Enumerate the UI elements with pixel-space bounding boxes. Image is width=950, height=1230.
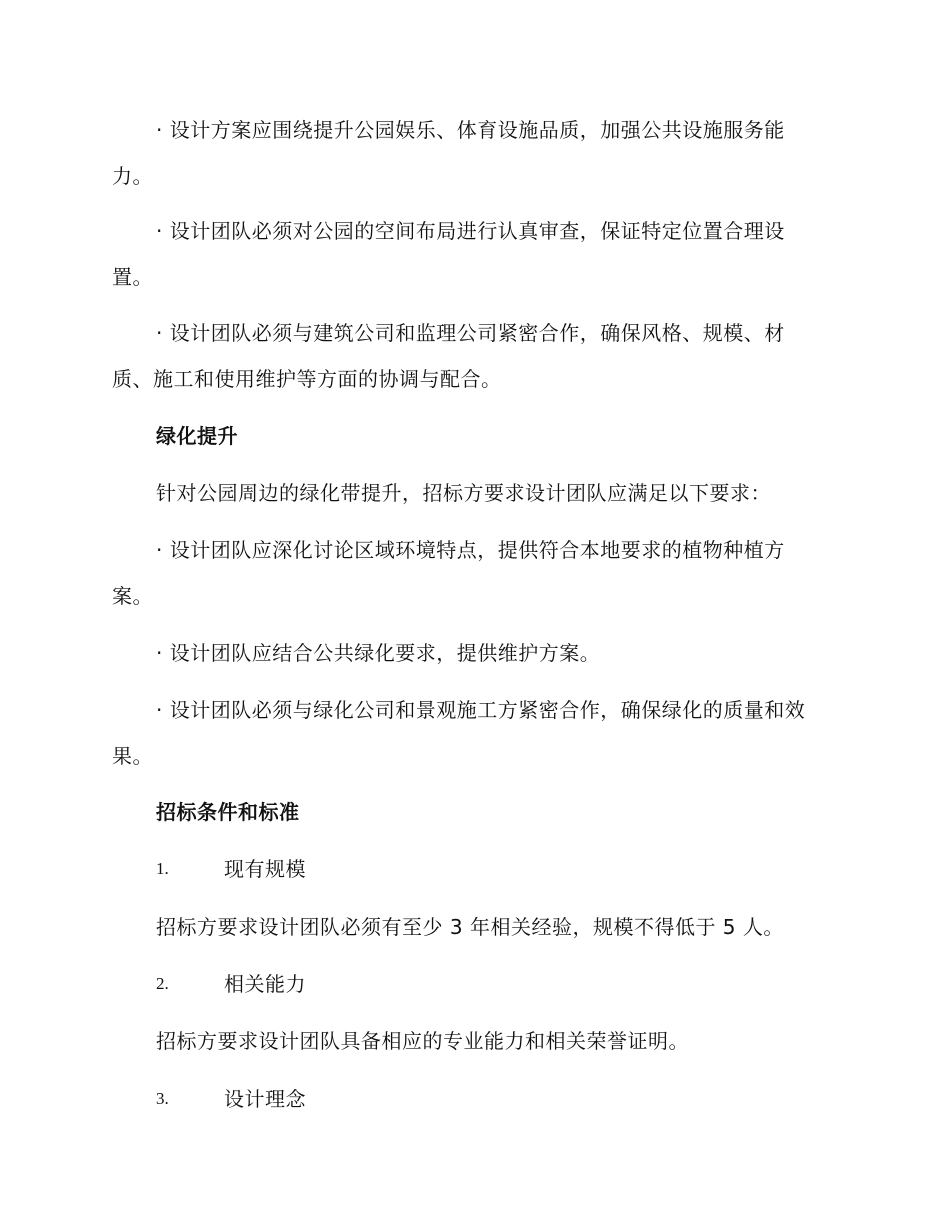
item-number: 1. [156, 859, 169, 878]
bullet-paragraph-greening-cooperation: · 设计团队必须与绿化公司和景观施工方紧密合作，确保绿化的质量和效果。 [112, 698, 806, 768]
item-number: 2. [156, 974, 169, 993]
item-label: 现有规模 [224, 857, 306, 881]
item-number: 3. [156, 1089, 169, 1108]
section-heading-greening: 绿化提升 [156, 424, 238, 448]
scale-requirement-paragraph: 招标方要求设计团队必须有至少 3 年相关经验，规模不得低于 5 人。 [156, 915, 784, 939]
capability-requirement-paragraph: 招标方要求设计团队具备相应的专业能力和相关荣誉证明。 [156, 1029, 689, 1053]
greening-intro-paragraph: 针对公园周边的绿化带提升，招标方要求设计团队应满足以下要求： [156, 481, 771, 505]
bullet-paragraph-layout: · 设计团队必须对公园的空间布局进行认真审查，保证特定位置合理设置。 [112, 219, 785, 289]
bullet-paragraph-facilities: · 设计方案应围绕提升公园娱乐、体育设施品质，加强公共设施服务能力。 [112, 118, 785, 188]
section-heading-conditions: 招标条件和标准 [156, 800, 300, 824]
item-label: 相关能力 [224, 972, 306, 996]
bullet-paragraph-planting: · 设计团队应深化讨论区域环境特点，提供符合本地要求的植物种植方案。 [112, 538, 785, 608]
item-label: 设计理念 [224, 1087, 306, 1111]
bullet-paragraph-maintenance: · 设计团队应结合公共绿化要求，提供维护方案。 [156, 641, 601, 665]
bullet-paragraph-cooperation: · 设计团队必须与建筑公司和监理公司紧密合作，确保风格、规模、材质、施工和使用维护等方面的协调与配合。 [112, 321, 785, 391]
